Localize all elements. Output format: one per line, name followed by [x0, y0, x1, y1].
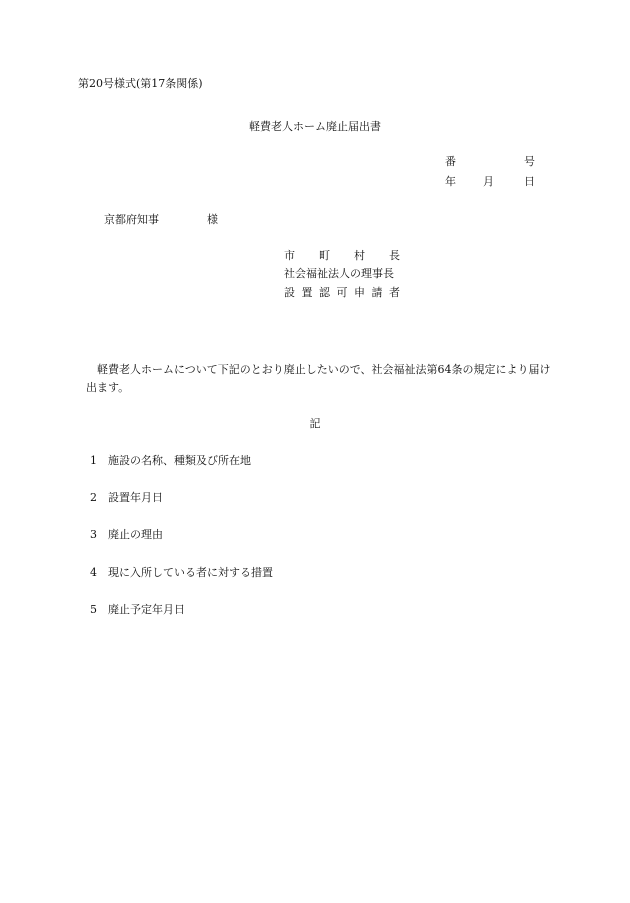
applicant-char: 認: [319, 286, 330, 299]
item-number: 3: [90, 528, 97, 541]
list-item: [90, 492, 163, 503]
list-item: [90, 604, 185, 615]
month-label: 月: [483, 175, 494, 188]
applicant-char: 長: [389, 249, 400, 262]
item-text: 廃止の理由: [108, 528, 163, 541]
item-text: 現に入所している者に対する措置: [108, 566, 273, 579]
applicant-chairman-line: 社会福祉法人の理事長: [284, 267, 394, 280]
list-item: [90, 529, 163, 540]
item-number: 5: [90, 603, 97, 616]
document-title: 軽費老人ホーム廃止届出書: [249, 120, 381, 133]
applicant-char: 市: [284, 249, 295, 262]
item-number: 2: [90, 491, 97, 504]
addressee-honorific: 様: [207, 213, 218, 226]
number-label: 番: [445, 155, 456, 168]
applicant-char: 者: [389, 286, 400, 299]
year-label: 年: [445, 175, 456, 188]
list-item: [90, 455, 251, 466]
item-number: 1: [90, 454, 97, 467]
applicant-char: 請: [371, 286, 383, 299]
addressee: [104, 214, 218, 225]
number-suffix: 号: [524, 155, 535, 168]
list-item: [90, 567, 273, 578]
applicant-char: 町: [319, 249, 330, 262]
applicant-char: 可: [336, 286, 348, 299]
item-text: 設置年月日: [108, 491, 163, 504]
applicant-char: 設: [284, 286, 295, 299]
item-number: 4: [90, 566, 97, 579]
body-paragraph: 軽費老人ホームについて下記のとおり廃止したいので、社会福祉法第64条の規定により届け出ます。: [86, 363, 551, 394]
day-label: 日: [524, 175, 535, 188]
item-text: 施設の名称、種類及び所在地: [108, 454, 251, 467]
applicant-char: 申: [354, 286, 365, 299]
ki-label: 記: [309, 417, 321, 430]
form-number: 第20号様式(第17条関係): [78, 77, 203, 90]
addressee-name: 京都府知事: [104, 213, 159, 226]
applicant-char: 村: [354, 249, 365, 262]
applicant-char: 置: [301, 286, 313, 299]
item-text: 廃止予定年月日: [108, 603, 185, 616]
